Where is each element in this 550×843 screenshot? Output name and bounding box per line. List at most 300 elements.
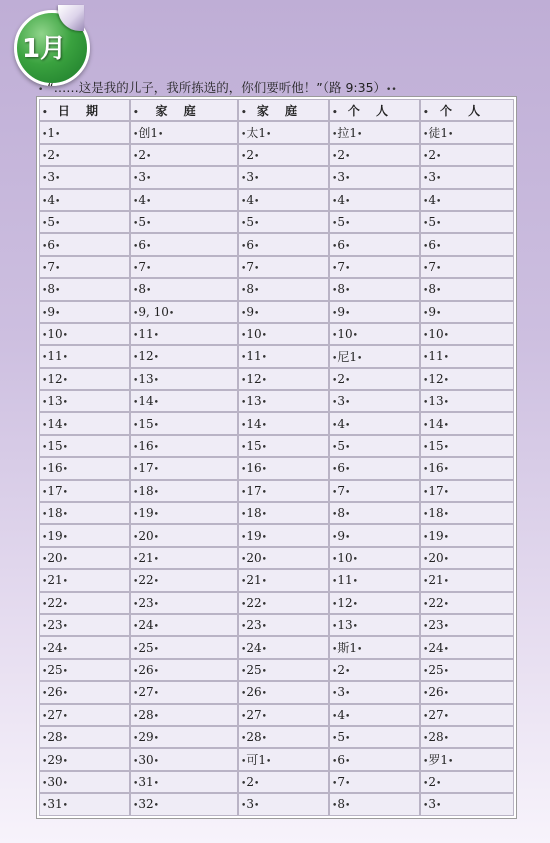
cell-value: 28 (138, 707, 154, 722)
table-cell: •2• (329, 659, 420, 681)
cell-value: 14 (47, 416, 63, 431)
table-cell: •13• (130, 368, 238, 390)
table-cell: •3• (39, 166, 130, 188)
scripture-verse: • “……这是我的儿子，我所拣选的，你们要听他！”（路 9:35）•• (38, 80, 397, 95)
cell-value: 18 (428, 506, 444, 521)
table-row (39, 256, 514, 278)
table-cell: •10• (329, 323, 420, 345)
cell-value: 16 (246, 461, 262, 476)
table-row (39, 345, 514, 367)
cell-value: 10 (337, 327, 353, 342)
column-header: • 家 庭 (238, 99, 329, 121)
cell-value: 25 (138, 640, 154, 655)
table-cell: •6• (39, 233, 130, 255)
cell-value: 13 (337, 618, 353, 633)
table-cell: •22• (39, 592, 130, 614)
table-cell: •10• (420, 323, 514, 345)
table-cell: •5• (39, 211, 130, 233)
table-row (39, 301, 514, 323)
table-cell: •22• (420, 592, 514, 614)
table-cell: •20• (420, 547, 514, 569)
cell-value: 10 (428, 327, 444, 342)
cell-value: 9 (246, 304, 254, 319)
table-header-row (39, 99, 514, 121)
table-cell: •太1• (238, 121, 329, 143)
table-cell: •20• (130, 524, 238, 546)
cell-value: 19 (47, 528, 63, 543)
cell-value: 11 (428, 349, 444, 364)
table-cell: •2• (238, 144, 329, 166)
cell-value: 6 (138, 237, 146, 252)
table-cell: •10• (329, 547, 420, 569)
cell-value: 8 (246, 282, 254, 297)
cell-value: 19 (246, 528, 262, 543)
table-cell: •20• (238, 547, 329, 569)
cell-value: 18 (138, 483, 154, 498)
cell-value: 5 (138, 215, 146, 230)
table-cell: •27• (130, 681, 238, 703)
cell-value: 25 (47, 662, 63, 677)
table-cell: •14• (420, 412, 514, 434)
table-row (39, 592, 514, 614)
table-cell: •7• (329, 480, 420, 502)
table-cell: •3• (329, 681, 420, 703)
table-cell: •17• (238, 480, 329, 502)
cell-value: 21 (47, 573, 63, 588)
cell-value: 15 (138, 416, 154, 431)
table-cell: •23• (420, 614, 514, 636)
cell-value: 23 (246, 618, 262, 633)
table-cell: •5• (329, 726, 420, 748)
cell-value: 27 (246, 707, 262, 722)
table-cell: •24• (420, 636, 514, 658)
table-cell: •7• (329, 771, 420, 793)
table-cell: •29• (130, 726, 238, 748)
verse-text: “……这是我的儿子，我所拣选的，你们要听他！”（路 9:35） (47, 80, 387, 95)
cell-value: 5 (428, 215, 436, 230)
table-row (39, 524, 514, 546)
cell-value: 4 (47, 192, 55, 207)
table-cell: •20• (39, 547, 130, 569)
table-cell: •18• (130, 480, 238, 502)
cell-value: 5 (337, 215, 345, 230)
cell-value: 2 (246, 147, 254, 162)
table-cell: •17• (130, 457, 238, 479)
cell-value: 2 (246, 774, 254, 789)
cell-value: 17 (246, 483, 262, 498)
cell-value: 9 (47, 304, 55, 319)
cell-value: 28 (428, 730, 444, 745)
cell-value: 14 (428, 416, 444, 431)
cell-value: 12 (138, 349, 154, 364)
cell-value: 2 (428, 774, 436, 789)
table-cell: •22• (130, 569, 238, 591)
column-header-label: 个 人 (347, 103, 394, 118)
cell-value: 罗1 (428, 753, 448, 768)
cell-value: 15 (428, 439, 444, 454)
table-row (39, 681, 514, 703)
table-cell: •9• (238, 301, 329, 323)
cell-value: 4 (138, 192, 146, 207)
cell-value: 23 (428, 618, 444, 633)
cell-value: 30 (47, 774, 63, 789)
cell-value: 8 (337, 282, 345, 297)
cell-value: 17 (47, 483, 63, 498)
cell-value: 8 (138, 282, 146, 297)
table-cell: •2• (130, 144, 238, 166)
cell-value: 10 (246, 327, 262, 342)
cell-value: 7 (246, 259, 254, 274)
table-cell: •8• (329, 793, 420, 815)
table-row (39, 748, 514, 770)
table-cell: •10• (238, 323, 329, 345)
table-cell: •29• (39, 748, 130, 770)
cell-value: 19 (428, 528, 444, 543)
table-cell: •3• (130, 166, 238, 188)
table-cell: •26• (130, 659, 238, 681)
table-row (39, 704, 514, 726)
table-cell: •8• (420, 278, 514, 300)
cell-value: 创1 (138, 126, 158, 141)
cell-value: 11 (47, 349, 63, 364)
table-cell: •12• (130, 345, 238, 367)
cell-value: 14 (246, 416, 262, 431)
table-cell: •19• (420, 524, 514, 546)
cell-value: 1 (47, 125, 55, 140)
cell-value: 23 (138, 595, 154, 610)
month-badge-label: 1月 (21, 34, 67, 64)
cell-value: 6 (428, 237, 436, 252)
table-cell: •17• (39, 480, 130, 502)
table-cell: •26• (420, 681, 514, 703)
table-cell: •6• (329, 457, 420, 479)
table-cell: •5• (329, 435, 420, 457)
cell-value: 17 (138, 461, 154, 476)
cell-value: 25 (428, 662, 444, 677)
cell-value: 4 (337, 192, 345, 207)
cell-value: 尼1 (337, 349, 357, 364)
table-row (39, 726, 514, 748)
cell-value: 13 (47, 394, 63, 409)
table-row (39, 569, 514, 591)
cell-value: 6 (246, 237, 254, 252)
cell-value: 21 (246, 573, 262, 588)
table-row (39, 771, 514, 793)
table-cell: •4• (329, 412, 420, 434)
cell-value: 9, 10 (138, 304, 169, 319)
table-cell: •13• (420, 390, 514, 412)
cell-value: 26 (246, 685, 262, 700)
table-row (39, 636, 514, 658)
cell-value: 6 (337, 752, 345, 767)
cell-value: 4 (246, 192, 254, 207)
cell-value: 27 (138, 685, 154, 700)
table-cell: •尼1• (329, 345, 420, 367)
cell-value: 8 (47, 282, 55, 297)
table-cell: •2• (329, 368, 420, 390)
table-cell: •11• (130, 323, 238, 345)
table-cell: •17• (420, 480, 514, 502)
cell-value: 26 (138, 662, 154, 677)
cell-value: 斯1 (337, 641, 357, 656)
cell-value: 徒1 (428, 126, 448, 141)
cell-value: 28 (246, 730, 262, 745)
cell-value: 5 (337, 730, 345, 745)
table-cell: •13• (39, 390, 130, 412)
table-cell: •创1• (130, 121, 238, 143)
cell-value: 30 (138, 752, 154, 767)
table-cell: •21• (420, 569, 514, 591)
cell-value: 8 (428, 282, 436, 297)
table-cell: •25• (130, 636, 238, 658)
table-row (39, 480, 514, 502)
table-row (39, 278, 514, 300)
cell-value: 17 (428, 483, 444, 498)
table-cell: •2• (420, 144, 514, 166)
table-cell: •26• (238, 681, 329, 703)
table-cell: •9• (329, 524, 420, 546)
table-row (39, 121, 514, 143)
cell-value: 27 (47, 707, 63, 722)
table-cell: •13• (238, 390, 329, 412)
table-cell: •21• (39, 569, 130, 591)
cell-value: 29 (138, 730, 154, 745)
cell-value: 18 (47, 506, 63, 521)
column-header-label: 家 庭 (155, 103, 202, 118)
table-cell: •拉1• (329, 121, 420, 143)
cell-value: 4 (428, 192, 436, 207)
cell-value: 22 (428, 595, 444, 610)
table-cell: •25• (420, 659, 514, 681)
table-cell: •15• (238, 435, 329, 457)
column-header-label: 日 期 (57, 103, 104, 118)
table-cell: •6• (329, 233, 420, 255)
table-cell: •4• (420, 189, 514, 211)
table-cell: •31• (130, 771, 238, 793)
table-cell: •7• (130, 256, 238, 278)
table-cell: •12• (329, 592, 420, 614)
cell-value: 12 (47, 371, 63, 386)
table-cell: •7• (238, 256, 329, 278)
table-cell: •斯1• (329, 636, 420, 658)
table-row (39, 435, 514, 457)
cell-value: 5 (337, 439, 345, 454)
table-row (39, 614, 514, 636)
table-cell: •3• (329, 166, 420, 188)
table-cell: •27• (39, 704, 130, 726)
table-cell: •15• (130, 412, 238, 434)
table-cell: •15• (420, 435, 514, 457)
cell-value: 2 (337, 662, 345, 677)
cell-value: 7 (428, 259, 436, 274)
cell-value: 9 (337, 528, 345, 543)
table-row (39, 211, 514, 233)
table-cell: •9• (39, 301, 130, 323)
column-header-label: 家 庭 (256, 103, 303, 118)
table-cell: •9• (420, 301, 514, 323)
cell-value: 24 (138, 618, 154, 633)
table-row (39, 793, 514, 815)
cell-value: 3 (138, 170, 146, 185)
cell-value: 7 (337, 259, 345, 274)
table-cell: •6• (329, 748, 420, 770)
table-cell: •25• (39, 659, 130, 681)
cell-value: 12 (246, 371, 262, 386)
table-cell: •28• (420, 726, 514, 748)
cell-value: 16 (138, 439, 154, 454)
table-cell: •3• (420, 793, 514, 815)
cell-value: 27 (428, 707, 444, 722)
table-cell: •11• (39, 345, 130, 367)
table-cell: •27• (238, 704, 329, 726)
cell-value: 6 (337, 237, 345, 252)
cell-value: 29 (47, 752, 63, 767)
table-cell: •5• (329, 211, 420, 233)
cell-value: 3 (337, 685, 345, 700)
table-row (39, 390, 514, 412)
cell-value: 18 (246, 506, 262, 521)
cell-value: 9 (337, 304, 345, 319)
table-cell: •14• (238, 412, 329, 434)
table-cell: •30• (39, 771, 130, 793)
table-cell: •2• (420, 771, 514, 793)
table-cell: •4• (238, 189, 329, 211)
table-row (39, 323, 514, 345)
table-row (39, 659, 514, 681)
cell-value: 31 (47, 797, 63, 812)
cell-value: 2 (337, 147, 345, 162)
table-cell: •24• (39, 636, 130, 658)
cell-value: 9 (428, 304, 436, 319)
table-cell: •13• (329, 614, 420, 636)
reading-plan-table (39, 99, 514, 816)
table-cell: •32• (130, 793, 238, 815)
cell-value: 20 (138, 528, 154, 543)
table-cell: •11• (420, 345, 514, 367)
table-cell: •11• (238, 345, 329, 367)
table-cell: •23• (238, 614, 329, 636)
table-cell: •14• (39, 412, 130, 434)
cell-value: 可1 (246, 753, 266, 768)
table-cell: •3• (238, 166, 329, 188)
table-row (39, 233, 514, 255)
table-cell: •27• (420, 704, 514, 726)
table-cell: •1• (39, 121, 130, 143)
cell-value: 23 (47, 618, 63, 633)
table-cell: •徒1• (420, 121, 514, 143)
table-cell: •7• (329, 256, 420, 278)
cell-value: 24 (428, 640, 444, 655)
table-cell: •罗1• (420, 748, 514, 770)
reading-plan-panel (36, 96, 517, 819)
cell-value: 20 (428, 551, 444, 565)
table-cell: •19• (130, 502, 238, 524)
cell-value: 7 (337, 774, 345, 789)
table-cell: •16• (39, 457, 130, 479)
cell-value: 8 (337, 506, 345, 521)
table-cell: •6• (238, 233, 329, 255)
column-header: • 个 人 (420, 99, 514, 121)
cell-value: 13 (428, 394, 444, 409)
cell-value: 11 (337, 573, 353, 588)
column-header-label: 个 人 (439, 103, 487, 118)
cell-value: 21 (428, 573, 444, 588)
cell-value: 26 (428, 685, 444, 700)
cell-value: 22 (246, 595, 262, 610)
cell-value: 14 (138, 394, 154, 409)
cell-value: 2 (428, 147, 436, 162)
table-cell: •28• (130, 704, 238, 726)
table-cell: •12• (420, 368, 514, 390)
cell-value: 25 (246, 662, 262, 677)
table-cell: •2• (39, 144, 130, 166)
cell-value: 24 (246, 640, 262, 655)
table-row (39, 412, 514, 434)
table-cell: •25• (238, 659, 329, 681)
cell-value: 6 (337, 461, 345, 476)
table-cell: •2• (329, 144, 420, 166)
table-cell: •10• (39, 323, 130, 345)
cell-value: 10 (47, 327, 63, 342)
cell-value: 22 (47, 595, 63, 610)
table-row (39, 144, 514, 166)
table-cell: •9, 10• (130, 301, 238, 323)
cell-value: 3 (246, 170, 254, 185)
table-cell: •12• (238, 368, 329, 390)
cell-value: 3 (47, 170, 55, 185)
table-cell: •8• (238, 278, 329, 300)
cell-value: 22 (138, 573, 154, 588)
cell-value: 2 (337, 371, 345, 386)
table-cell: •6• (130, 233, 238, 255)
cell-value: 20 (47, 551, 63, 565)
cell-value: 31 (138, 774, 154, 789)
cell-value: 拉1 (337, 126, 357, 141)
table-cell: •12• (39, 368, 130, 390)
cell-value: 11 (246, 349, 262, 364)
table-cell: •7• (420, 256, 514, 278)
table-cell: •14• (130, 390, 238, 412)
cell-value: 3 (428, 797, 436, 812)
table-row (39, 189, 514, 211)
table-cell: •5• (238, 211, 329, 233)
table-cell: •11• (329, 569, 420, 591)
cell-value: 太1 (246, 126, 266, 141)
cell-value: 4 (337, 416, 345, 431)
table-cell: •3• (329, 390, 420, 412)
table-row (39, 368, 514, 390)
table-body (39, 121, 514, 815)
table-cell: •23• (130, 592, 238, 614)
table-cell: •9• (329, 301, 420, 323)
cell-value: 7 (138, 259, 146, 274)
table-cell: •22• (238, 592, 329, 614)
cell-value: 13 (138, 371, 154, 386)
table-cell: •23• (39, 614, 130, 636)
cell-value: 12 (428, 371, 444, 386)
column-header: • 日 期 (39, 99, 130, 121)
cell-value: 32 (138, 797, 154, 812)
table-cell: •21• (238, 569, 329, 591)
table-cell: •3• (238, 793, 329, 815)
cell-value: 3 (337, 394, 345, 409)
table-cell: •3• (420, 166, 514, 188)
column-header: • 个 人 (329, 99, 420, 121)
table-cell: •8• (329, 502, 420, 524)
column-header: • 家 庭 (130, 99, 238, 121)
table-row (39, 457, 514, 479)
table-cell: •16• (238, 457, 329, 479)
